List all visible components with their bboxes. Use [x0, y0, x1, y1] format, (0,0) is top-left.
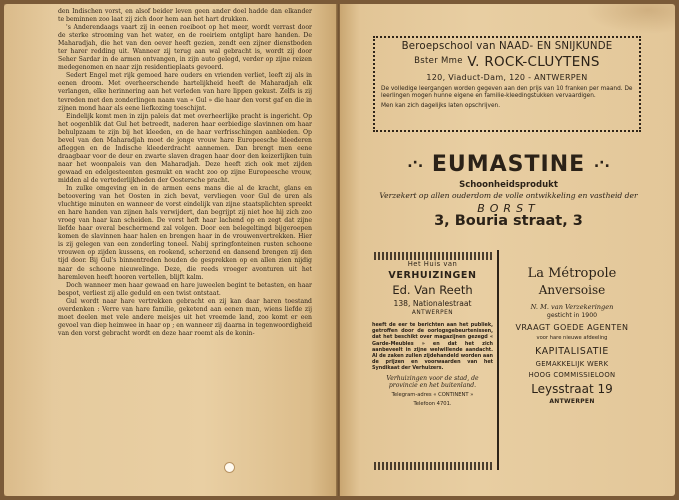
movers-name: Ed. Van Reeth [392, 283, 473, 297]
movers-telephone: Telefoon 4701. [413, 401, 452, 408]
metropole-advertisement [503, 266, 641, 405]
eumastine-borst: BORST [477, 202, 540, 215]
metropole-subtitle: Anversoise [538, 283, 606, 297]
punch-hole [224, 462, 235, 473]
metropole-founded: gesticht in 1900 [546, 312, 598, 319]
eumastine-subtitle: Schoonheidsprodukt [459, 180, 558, 190]
movers-intro: Het Huis van [407, 260, 458, 268]
metropole-commission: HOOG COMMISSIELOON [528, 371, 616, 379]
article-paragraph: Gul wordt naar hare vertrekken gebracht en zij kan daar haren toestand overdenken : Verre van hare familie, geketend aan eenen man, wiens liefde zij moet deelen met vele andere meisjes uit het vreemde land, zoo komt er een gevoel van diep heimwee in haar op ; en wanneer zij daarna in tegenwoordigheid van den vorst gebracht wordt en deze haar roemt als de konin- [58, 297, 312, 337]
eumastine-title: .·. EUMASTINE .·. [407, 152, 610, 177]
article-paragraph: Doch wanneer men haar gewaad en hare juweelen begint te betasten, en haar bespot, verliest zij alle geduld en een twist ontstaat. [58, 281, 312, 297]
school-owner: $^{Bster Mme}$ V. ROCK-CLUYTENS [414, 54, 600, 70]
metropole-capitalisation: KAPITALISATIE [535, 346, 609, 357]
article-text [58, 8, 312, 486]
school-address: 120, Viaduct-Dam, 120 - ANTWERPEN [426, 73, 588, 82]
metropole-street: Leysstraat 19 [531, 382, 613, 396]
movers-slogan: Verhuizingen voor de stad, de provincie en het buitenland. [386, 374, 479, 389]
column-divider [497, 250, 499, 470]
school-advertisement [373, 36, 641, 132]
article-paragraph: Sedert Engel met rijk gemoed hare ouders en vrienden verliet, leeft zij als in eenen droom. Met overheerschende hartelijkheid heeft de Maharadjah elk verlangen, elke herinnering aan het verleden van hare lippen gekust. Zelfs is zij tevreden met den zonderlingen naam van « Gul » die haar den vorst gaf en die in zijnen mond haar als eene liefkozing toeschijnt. [58, 72, 312, 112]
eumastine-address: 3, Bouria straat, 3 [434, 213, 583, 229]
metropole-wanted: VRAAGT GOEDE AGENTEN [515, 323, 629, 332]
metropole-easy-work: GEMAKKELIJK WERK [535, 360, 609, 368]
eumastine-tagline: Verzekert op allen ouderdom de volle ontwikkeling en vastheid der [379, 191, 638, 200]
movers-advertisement [372, 260, 493, 407]
metropole-company: N. M. van Verzekeringen [530, 303, 614, 311]
metropole-department: voor hare nieuwe afdeeling [536, 335, 608, 341]
school-info: De volledige leergangen worden gegeven aan den prijs van 10 franken per maand. De leerlingen mogen hunne eigene en familie-kleedingstukken vervaardigen. [381, 86, 633, 99]
article-paragraph: In zulke omgeving en in de armen eens mans die al de kracht, glans en betoovering van het Oosten in zich bevat, vervliegen voor Gul de uren als vluchtige minuten en wanneer de vorst eindelijk van zijne staatsplichten spreekt en hare handen van zijnen hals verwijdert, dan begrijpt zij niet hoe hij zich zoo vroeg van haar kan scheiden. De vorst heft haar lachend op en zegt dat zijne liefde haar overal beschermend zal volgen. Door een belegeltingd bijgeroepen komen de slavinnen haar halen en brengen haar in de vrouwenvertrekken. Hier is zij gelegen van een zonderling toneel. Nabij springfonteinen rusten schoone vrouwen op zijden kussens, en rookend, scherzend en dansend brengen zij den tijd door. Bij Gul's binnentreden houden de gesprekken op en allen zien nijdig naar de schoone nieuwelinge. Deze, die reeds vroeger avonturen uit het haremleven heeft hooren vertellen, blijft kalm. [58, 185, 312, 281]
article-paragraph: 's Anderendaags vaart zij in eenen roeiboot op het meer, wordt verrast door de sterke strooming van het water, en de roeiriem ontglipt hare handen. De Maharadjah, die het van den oever heeft gezien, zendt een zijner dienstboden ter harer redding uit. Wanneer zij terug aan wal gebracht is, wordt zij door Seher Sardar in de armen ontvangen, in zijn auto gelegd, verder op zijne reizen medegenomen en naar zijn residentieplaats gevoerd. [58, 24, 312, 72]
movers-description: heeft de eer te berichten aan het publiek, getroffen door de oorlogsgebeurtenissen, dat het beschikt over magazijnen gezegd « Garde-Meubles » en dat het zich aanbeveelt in zijne welwillende aandacht. Al de zaken zullen zijdehandeld worden aan de prijzen en voorwaarden van het Syndikaat der Verhuizers. [372, 322, 493, 372]
ornament-border [374, 462, 494, 470]
movers-address: 138, Nationalestraat [393, 299, 472, 308]
school-registration: Men kan zich dagelijks laten opschrijven. [381, 103, 501, 109]
movers-heading: VERHUIZINGEN [388, 270, 477, 281]
movers-city: ANTWERPEN [411, 310, 454, 316]
page-stain [4, 4, 54, 496]
ornament-border [374, 252, 494, 260]
article-paragraph: den Indischen vorst, en alsof beider leven geen ander doel hadde dan elkander te beminnen zoo laat zij zich door hem aan het hart drukken. [58, 8, 312, 24]
metropole-city: ANTWERPEN [549, 398, 595, 405]
article-paragraph: Eindelijk komt men in zijn paleis dat met overheerlijke pracht is ingericht. Op het oogenblik dat Gul het betreedt, naderen haar eerbiedige slavinnen om haar behulpzaam te zijn bij het kleeden, en de haar verfrisschingen aanbieden. Op bevel van den Maharadjah moet de jonge vrouw hare Europeesche kleederen afleggen en de Indische kleederdracht aannemen. Dan brengt men eene draagbaar voor de deur en zwarte slaven dragen haar door den keizerlijken tuin naar het woonpaleis van den Maharadjah. Deze heeft zich ook met zijden gewaad en edelgesteenten gesmukt en wacht zoo op zijne Europeesche vrouw, midden al de vertederlijkheden der Oostersche pracht. [58, 112, 312, 184]
school-title: Beroepschool van NAAD- EN SNIJKUNDE [401, 41, 613, 52]
page-stain [585, 4, 675, 34]
movers-telegram: Telegram-adres « CONTINENT » [391, 392, 474, 399]
metropole-title: La Métropole [527, 266, 617, 281]
